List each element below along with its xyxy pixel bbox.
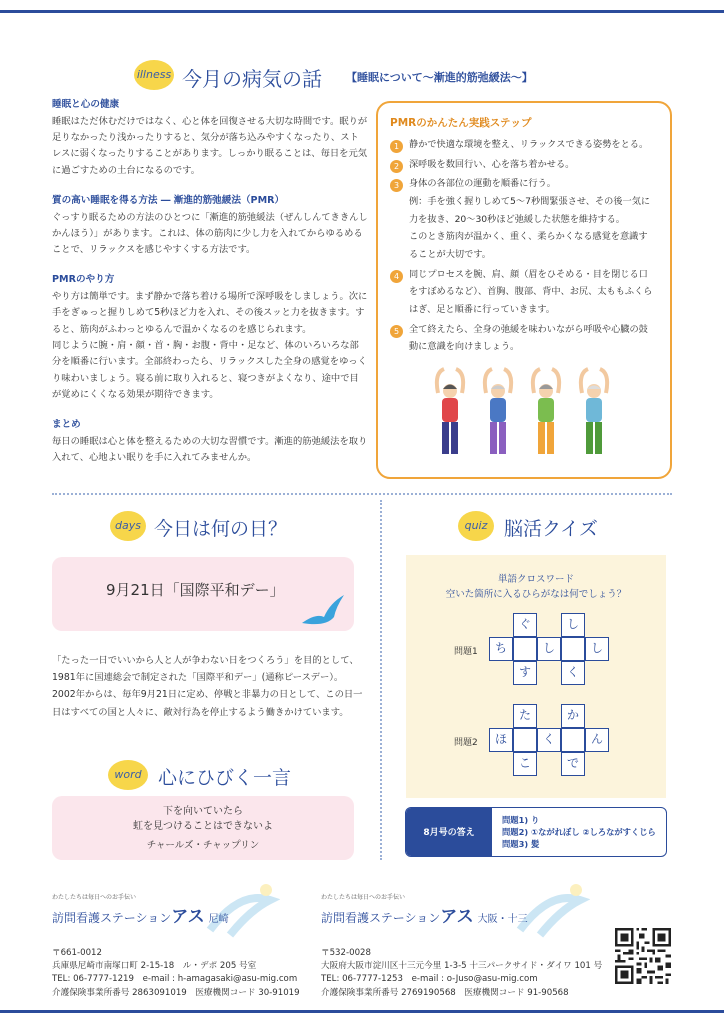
answer-line: 問題3) 髪 xyxy=(502,839,540,850)
pmr-step xyxy=(390,321,656,356)
pmr-step xyxy=(390,175,656,263)
answers-label: 8月号の答え xyxy=(406,808,492,857)
pmr-step xyxy=(390,156,656,174)
footer-license: 介護保険事業所番号 2769190568 医療機関コード 91-90568 xyxy=(321,987,569,998)
footer-branch: 尼崎 xyxy=(208,914,229,926)
pmr-step xyxy=(390,136,656,154)
footer-contact[interactable]: TEL: 06-7777-1253 e-mail : o-Juso@asu-mig.com xyxy=(321,974,538,985)
crossword-cell: く xyxy=(537,728,561,752)
step-number: 2 xyxy=(390,160,403,173)
crossword-cell: ほ xyxy=(489,728,513,752)
footer-zip: 〒532-0028 xyxy=(321,947,371,958)
person-green xyxy=(581,369,607,454)
pmr-steps-box xyxy=(376,101,672,479)
footer-address: 兵庫県尼崎市南塚口町 2-15-18 ル・デポ 205 号室 xyxy=(52,960,257,971)
bird-icon xyxy=(300,593,346,629)
footer-logo: 訪問看護ステーションアス 尼崎 xyxy=(52,907,229,928)
article-header xyxy=(130,60,690,92)
quiz-question: 空いた箇所に入るひらがなは何でしょう？ xyxy=(445,589,627,600)
pmr-title: PMRのかんたん実践ステップ xyxy=(390,117,532,129)
crossword-cell: で xyxy=(561,752,585,776)
footer-address: 大阪府大阪市淀川区十三元今里 1-3-5 十三パークサイド・ダイワ 101 号 xyxy=(321,960,603,971)
step-number: 3 xyxy=(390,179,403,192)
section-text: 毎日の睡眠は心と体を整えるための大切な習慣です。漸進的筋弛緩法を取り入れて、心地よい眠りを手に入れてみませんか。 xyxy=(52,435,368,464)
footer-zip: 〒661-0012 xyxy=(52,947,102,958)
quiz-q1-label: 問題1 xyxy=(454,647,478,657)
quiz-badge: quiz xyxy=(458,511,494,541)
days-title: 今日は何の日？ xyxy=(154,518,288,540)
quiz-title: 脳活クイズ xyxy=(504,518,598,540)
footer-branch: 大阪・十三 xyxy=(477,914,528,926)
section-divider xyxy=(52,493,672,495)
crossword-blank-cell[interactable] xyxy=(513,637,537,661)
article-subtitle: 【睡眠について〜漸進的筋弛緩法〜】 xyxy=(346,71,533,84)
crossword-cell: か xyxy=(561,704,585,728)
section-heading: 質の高い睡眠を得る方法 ― 漸進的筋弛緩法（PMR） xyxy=(52,194,285,206)
crossword-cell: ぐ xyxy=(513,613,537,637)
crossword-cell: し xyxy=(585,637,609,661)
footer-juso xyxy=(321,893,615,1000)
illness-badge: illness xyxy=(134,60,174,90)
step-text: 身体の各部位の運動を順番に行う。 xyxy=(409,178,556,190)
section-heading: まとめ xyxy=(52,419,81,431)
section-text: やり方は簡単です。まず静かで落ち着ける場所で深呼吸をしましょう。次に手をぎゅっと握りしめて5秒ほど力を入れ、その後スッと力を抜きます。すると、筋肉がふわっとゆるんで温かくなるのを感じられます。 xyxy=(52,291,368,335)
step-text: 深呼吸を数回行い、心を落ち着かせる。 xyxy=(409,158,575,170)
footer-tagline: わたしたちは毎日へのお手伝い xyxy=(52,894,137,901)
quote-line: 虹を見つけることはできないよ xyxy=(133,821,273,832)
answer-line: 問題1) り xyxy=(502,815,540,825)
word-badge: word xyxy=(108,760,148,790)
crossword-cell: く xyxy=(561,661,585,685)
step-number: 4 xyxy=(390,270,403,283)
step-number: 5 xyxy=(390,325,403,338)
crossword-cell: ん xyxy=(585,728,609,752)
days-date-title: 9月21日「国際平和デー」 xyxy=(106,581,285,599)
quiz-heading: 単語クロスワード xyxy=(497,574,574,585)
article-title: 今月の病気の話 xyxy=(182,67,322,91)
crossword-cell: し xyxy=(561,613,585,637)
quiz-header xyxy=(458,511,658,543)
crossword-cell: こ xyxy=(513,752,537,776)
days-badge: days xyxy=(110,511,146,541)
days-header xyxy=(110,511,370,543)
qr-code-icon[interactable] xyxy=(615,928,671,984)
article-body xyxy=(52,97,368,480)
word-header xyxy=(108,760,368,792)
top-border xyxy=(0,10,724,13)
person-blue xyxy=(485,369,511,454)
crossword-cell: た xyxy=(513,704,537,728)
crossword-blank-cell[interactable] xyxy=(513,728,537,752)
crossword-blank-cell[interactable] xyxy=(561,728,585,752)
quote-author: チャールズ・チャップリン xyxy=(146,840,260,851)
previous-answers xyxy=(405,807,667,857)
word-title: 心にひびく一言 xyxy=(158,767,292,789)
crossword-box xyxy=(406,555,666,798)
crossword-cell: し xyxy=(537,637,561,661)
footer-license: 介護保険事業所番号 2863091019 医療機関コード 30-91019 xyxy=(52,987,300,998)
crossword-cell: す xyxy=(513,661,537,685)
section-heading: 睡眠と心の健康 xyxy=(52,99,120,110)
quote-line: 下を向いていたら xyxy=(163,806,243,817)
person-orange xyxy=(533,369,559,454)
section-text: ぐっすり眠るための方法のひとつに「漸進的筋弛緩法（ぜんしんてききんしかんほう）」があります。これは、体の筋肉に少し力を入れてからゆるめることで、リラックスを感じやすくする方法です。 xyxy=(52,211,368,256)
days-body: 「たった一日でいいから人と人が争わない日をつくろう」を目的として、1981年に国連総会で制定された「国際平和デー」(通称ピースデー）。2002年からは、毎年9月21日に定め、停戦と非暴力の日として、この日一日はすべての国と人々に、敵対行為を停止するよう働きかけています。 xyxy=(52,655,363,718)
quote-box xyxy=(52,796,354,860)
footer-tagline: わたしたちは毎日へのお手伝い xyxy=(321,894,406,901)
step-text: 全て終えたら、全身の弛緩を味わいながら呼吸や心臓の鼓動に意識を向けましょう。 xyxy=(409,323,648,353)
step-number: 1 xyxy=(390,140,403,153)
footer-logo: 訪問看護ステーションアス 大阪・十三 xyxy=(321,907,528,928)
footer-amagasaki xyxy=(52,893,352,1000)
step-text: 静かで快適な環境を整え、リラックスできる姿勢をとる。 xyxy=(409,139,649,150)
crossword-blank-cell[interactable] xyxy=(561,637,585,661)
step-text: 同じプロセスを腕、肩、顔（眉をひそめる・目を閉じる口をすぼめるなど）、首胸、腹部、背中、お尻、太ももふくらはぎ、足と順番に行っていきます。 xyxy=(409,268,653,315)
step-note: このとき筋肉が温かく、重く、柔らかくなる感覚を意識することが大切です。 xyxy=(409,231,648,260)
person-red xyxy=(437,369,463,454)
stretching-people-illustration xyxy=(426,365,616,465)
step-example: 例：手を強く握りしめて5〜7秒間緊張させ、その後一気に力を抜き、20〜30秒ほど弛緩した状態を維持する。 xyxy=(409,195,651,225)
quiz-q2-label: 問題2 xyxy=(454,738,478,748)
days-date-box xyxy=(52,557,354,631)
crossword-cell: ち xyxy=(489,637,513,661)
pmr-step xyxy=(390,266,656,319)
column-divider xyxy=(380,500,382,860)
answer-line: 問題2) ①ながれぼし ②しろながすくじら xyxy=(502,827,656,838)
section-text: 睡眠はただ休むだけではなく、心と体を回復させる大切な時間です。眠りが足りなかったり浅かったりすると、気分が落ち込みやすくなったり、ストレスに弱くなったりすることがあります。しっかり眠ることは、毎日を元気に過ごすための土台になるのです。 xyxy=(52,115,368,176)
section-text: 同じように腕・肩・顔・首・胸・お腹・背中・足など、体のいろいろな部分を順番に行います。全部終わったら、リラックスした全身の感覚をゆっくり味わいましょう。寝る前に取り入れると、寝つきがよくなり、途中で目が覚めにくくなる効果が期待できます。 xyxy=(52,340,367,400)
bottom-border xyxy=(0,1010,724,1013)
section-heading: PMRのやり方 xyxy=(52,274,115,286)
footer-contact[interactable]: TEL: 06-7777-1219 e-mail : h-amagasaki@asu-mig.com xyxy=(52,974,298,985)
